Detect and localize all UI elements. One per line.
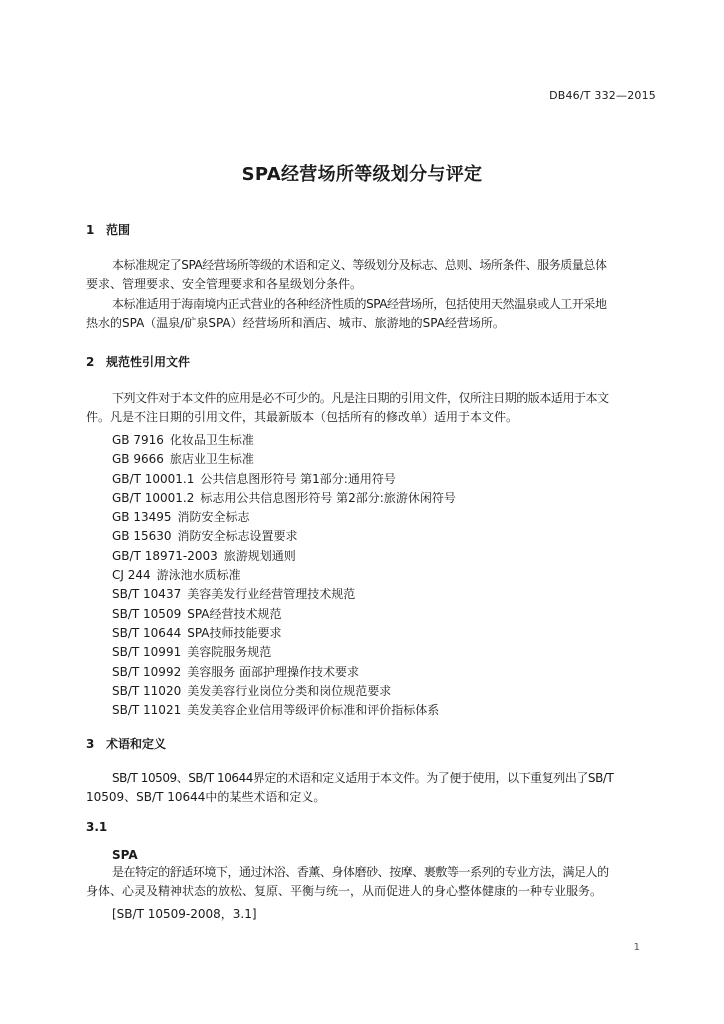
reference-item bbox=[112, 450, 456, 469]
reference-name: 标志用公共信息图形符号 第2部分:旅游休闲符号 bbox=[200, 490, 456, 505]
reference-name: 旅游规划通则 bbox=[223, 548, 296, 563]
paragraph-line: 热水的SPA（温泉/矿泉SPA）经营场所和酒店、城市、旅游地的SPA经营场所。 bbox=[86, 316, 505, 331]
section-heading-terms bbox=[86, 735, 166, 752]
reference-item bbox=[112, 643, 456, 662]
reference-item bbox=[112, 663, 456, 682]
reference-code: GB 13495 bbox=[112, 510, 172, 525]
paragraph-line: 件。凡是不注日期的引用文件，其最新版本（包括所有的修改单）适用于本文件。 bbox=[86, 410, 519, 425]
reference-code: SB/T 10437 bbox=[112, 587, 182, 602]
reference-code: SB/T 10992 bbox=[112, 664, 182, 679]
paragraph-line: SB/T 10509、SB/T 10644界定的术语和定义适用于本文件。为了便于使用，以下重复列出了SB/T bbox=[112, 771, 614, 785]
reference-code: SB/T 11020 bbox=[112, 683, 182, 698]
reference-name: 游泳池水质标准 bbox=[156, 568, 241, 583]
reference-code: SB/T 11021 bbox=[112, 703, 182, 718]
reference-code: GB/T 10001.2 bbox=[112, 490, 195, 505]
paragraph-line: 本标准适用于海南境内正式营业的各种经济性质的SPA经营场所，包括使用天然温泉或人工开采地 bbox=[112, 297, 607, 311]
reference-code: GB/T 10001.1 bbox=[112, 471, 195, 486]
reference-name: 美容美发行业经营管理技术规范 bbox=[187, 587, 356, 602]
section-number: 1 bbox=[86, 223, 95, 237]
paragraph-line: 10509、SB/T 10644中的某些术语和定义。 bbox=[86, 790, 326, 805]
reference-list bbox=[112, 431, 456, 720]
reference-item bbox=[112, 682, 456, 701]
reference-code: GB 9666 bbox=[112, 452, 164, 467]
reference-item bbox=[112, 566, 456, 585]
reference-code: CJ 244 bbox=[112, 568, 151, 583]
scope-paragraph-1 bbox=[86, 256, 657, 295]
reference-name: 美容服务 面部护理操作技术要求 bbox=[187, 664, 360, 679]
reference-item bbox=[112, 527, 456, 546]
paragraph-line: 本标准规定了SPA经营场所等级的术语和定义、等级划分及标志、总则、场所条件、服务质量总体 bbox=[112, 258, 607, 272]
reference-item bbox=[112, 431, 456, 450]
reference-item bbox=[112, 701, 456, 720]
reference-code: GB/T 18971-2003 bbox=[112, 548, 218, 563]
section-title: 规范性引用文件 bbox=[106, 355, 191, 369]
term-name: SPA bbox=[112, 848, 138, 862]
reference-name: 公共信息图形符号 第1部分:通用符号 bbox=[200, 471, 396, 486]
reference-item bbox=[112, 547, 456, 566]
section-number: 2 bbox=[86, 355, 95, 369]
scope-paragraph-2 bbox=[86, 295, 657, 334]
reference-name: SPA技师技能要求 bbox=[187, 625, 282, 640]
reference-code: SB/T 10644 bbox=[112, 625, 182, 640]
section-heading-scope bbox=[86, 221, 130, 238]
reference-code: SB/T 10509 bbox=[112, 606, 182, 621]
paragraph-line: 身体、心灵及精神状态的放松、复原、平衡与统一，从而促进人的身心整体健康的一种专业服务。 bbox=[86, 884, 603, 899]
reference-code: SB/T 10991 bbox=[112, 645, 182, 660]
reference-name: 消防安全标志设置要求 bbox=[177, 529, 298, 544]
reference-item bbox=[112, 489, 456, 508]
reference-code: GB 15630 bbox=[112, 529, 172, 544]
reference-name: 美发美容行业岗位分类和岗位规范要求 bbox=[187, 683, 392, 698]
paragraph-line: 是在特定的舒适环境下，通过沐浴、香薰、身体磨砂、按摩、裹敷等一系列的专业方法，满足人的 bbox=[112, 865, 609, 879]
reference-item bbox=[112, 585, 456, 604]
document-title: SPA经营场所等级划分与评定 bbox=[241, 164, 483, 185]
term-definition bbox=[86, 863, 657, 902]
normative-intro bbox=[86, 389, 657, 428]
term-source: [SB/T 10509-2008，3.1] bbox=[112, 907, 257, 921]
reference-item bbox=[112, 508, 456, 527]
section-heading-normative bbox=[86, 353, 190, 370]
paragraph-line: 要求、管理要求、安全管理要求和各星级划分条件。 bbox=[86, 277, 363, 292]
section-title: 术语和定义 bbox=[106, 737, 167, 751]
page-number: 1 bbox=[633, 942, 640, 953]
terms-intro bbox=[86, 769, 657, 808]
reference-name: 消防安全标志 bbox=[177, 510, 250, 525]
reference-name: 美容院服务规范 bbox=[187, 645, 272, 660]
reference-name: 美发美容企业信用等级评价标准和评价指标体系 bbox=[187, 703, 440, 718]
section-title: 范围 bbox=[106, 223, 131, 237]
reference-name: SPA经营技术规范 bbox=[187, 606, 282, 621]
reference-item bbox=[112, 624, 456, 643]
reference-item bbox=[112, 605, 456, 624]
paragraph-line: 下列文件对于本文件的应用是必不可少的。凡是注日期的引用文件，仅所注日期的版本适用于本文 bbox=[112, 391, 609, 405]
term-number: 3.1 bbox=[86, 820, 108, 834]
reference-name: 旅店业卫生标准 bbox=[169, 452, 254, 467]
reference-item bbox=[112, 470, 456, 489]
section-number: 3 bbox=[86, 737, 95, 751]
reference-name: 化妆品卫生标准 bbox=[169, 433, 254, 447]
reference-code: GB 7916 bbox=[112, 433, 164, 447]
standard-number: DB46/T 332—2015 bbox=[549, 89, 656, 102]
